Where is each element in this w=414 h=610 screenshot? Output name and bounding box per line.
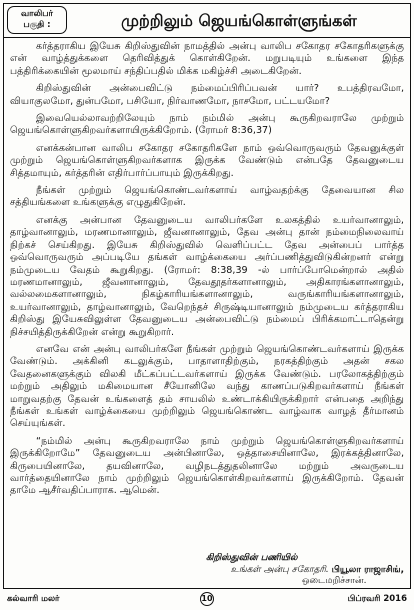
section-label-line2: பகுதி : [23,20,51,30]
article-body [10,41,404,551]
author-name: பியூலா ராஜாசிங், [331,564,404,575]
signature-ministry-line: கிறிஸ்துவின் பணியில் [206,553,298,563]
header-divider [4,37,410,38]
paragraph-exhortation: எனவே என் அன்பு வாலிபர்களே நீங்கள் முற்றும் ஜெயங்கொண்டவர்களாய் இருக்க வேண்டும். அக்கினி கடலுக்கும், பாதாளாதிற்கும், நரகத்திற்கும் அதன் சகல வேதனைகளுக்கும் விலகி மீட்கப்பட்டவர்களாய் இருக்க வேண்டும். பரலோகத்திற்கும் மற்றும் அதிலும் மகிமையான சீயோனிலே வந்து காணப்படுகிறவர்களாய் நீங்கள் மாறுவதற்கு தேவன் உங்களைத் தம் சாயலில் உண்டாக்கியிருக்கிறார் என்பதை அறிந்து நீங்கள் உங்கள் வாழ்க்கையை முற்றிலும் ஜெயங்கொண்ட வாழ்வாக வாழத் தீர்மானம் செய்யுங்கள். [10,343,404,430]
page-footer [3,592,411,608]
paragraph-question: கிறிஸ்துவின் அன்பைவிட்டு நம்மைப்பிரிப்பவன் யார்? உபத்திரவமோ, வியாகுலமோ, துன்பமோ, பசியோ, நிர்வாணமோ, நாசமோ, பட்டயமோ? [10,83,404,107]
signature-place: ஒடைமறிச்சான். [302,576,367,586]
paragraph-greeting: கர்த்தராகிய இயேசு கிறிஸ்துவின் நாமத்தில் அன்பு வாலிப சகோதர சகோதரிகளுக்கு என் வாழ்த்துக்களை தெரிவித்துக் கொள்கிறேன். மறுபடியும் உங்களை இந்த பத்திரிக்கையின் மூலமாய் சந்திப்பதில் மிக்க மகிழ்ச்சி அடைகிறேன். [10,41,404,77]
section-label [7,6,67,34]
paragraph-intro-truths: நீங்கள் முற்றும் ஜெயங்கொண்டவர்களாய் வாழ்வதற்க்கு தேவையான சில சத்தியங்களை உங்களுக்கு எழுதுகிறேன். [10,185,404,209]
author-signature [10,553,404,587]
signature-author-line [10,565,404,577]
issue-date: பிப்ரவரி 2016 [347,594,407,604]
paragraph-closing: “நம்மில் அன்பு கூருகிறவராலே நாம் முற்றும் ஜெயங்கொள்ளுகிறவர்களாய் இருக்கிறோமே” தேவனுடைய அன்பினாலே, ஒத்தாசையினாலே, இரக்கத்தினாலே, கிருபையினாலே, தயவினாலே, வழிநடத்துதலினாலே மற்றும் அவருடைய வார்த்தையினாலே நாம் முற்றிலும் ஜெயங்கொள்கிறவர்களாய் இருக்கிறோம். தேவன் தாமே ஆசீர்வதிப்பாராக. ஆமென். [10,435,404,497]
signature-salutation: உங்கள் அன்பு சகோதரி. [230,564,329,575]
paragraph-scripture: இவையெல்லாவற்றிலேயும் நாம் நம்மில் அன்பு கூருகிறவராலே முற்றும் ஜெயங்கொள்ளுகிறவர்களாயிருக்கிறோம். (ரோமர் 8:36,37) [10,113,404,137]
paragraph-love-of-god: எனக்கு அன்பான தேவனுடைய வாலிபர்களே உலகத்தில் உயர்வானாலும், தாழ்வானாலும், மரணமானாலும், ஜீவனானாலும், தேவ அன்பு தான் நம்மைநிலைவாய் நிற்கச் செய்கிறது. இயேசு கிறிஸ்துவில் வெளிப்பட்ட தேவ அன்பைப் பார்த்த ஒவ்வொருவரும் அப்படியே தங்கள் வாழ்க்கையை அர்ப்பணித்துவிடுகின்றனர் என்று நம்முடைய வேதம் கூறுகிறது. (ரோமர்: 8:38,39 -ல் பார்ப்போமென்றால் அதில் மரணமானாலும், ஜீவனானாலும், தேவதூதர்களானாலும், அதிகாரங்களானாலும், வல்லமைகளானாலும், நிகழ்காரியங்களானாலும், வருங்காரியங்களானாலும், உயர்வானாலும், தாழ்வானாலும், வேறெந்தச் சிருஷ்டியானாலும் நம்முடைய கர்த்தராகிய கிறிஸ்து இயேசுவிலுள்ள தேவனுடைய அன்பைவிட்டு நம்மைப் பிரிக்கமாட்டாதென்று நிச்சயித்திருக்கிறேன் என்று கூறுகிறார். [10,214,404,338]
article-title: முற்றிலும் ஜெயங்கொள்ளுங்கள் [121,11,357,30]
article-frame [3,3,411,589]
page-number: 10 [200,592,214,606]
section-label-line1: வாலிபர் [21,9,53,19]
magazine-name: கல்வாரி மலர் [7,594,60,604]
paragraph-will-of-god: எனக்கன்பான வாலிப சகோதர சகோதரிகளே நாம் ஒவ்வொருவரும் தேவனுக்குள் முற்றும் ஜெயங்கொள்ளுகிறவர்களாக இருக்க வேண்டும் என்பதே தேவனுடைய சித்தமாயும், கர்த்தரின் எதிர்பார்ப்பாயும் இருக்கிறது. [10,142,404,179]
